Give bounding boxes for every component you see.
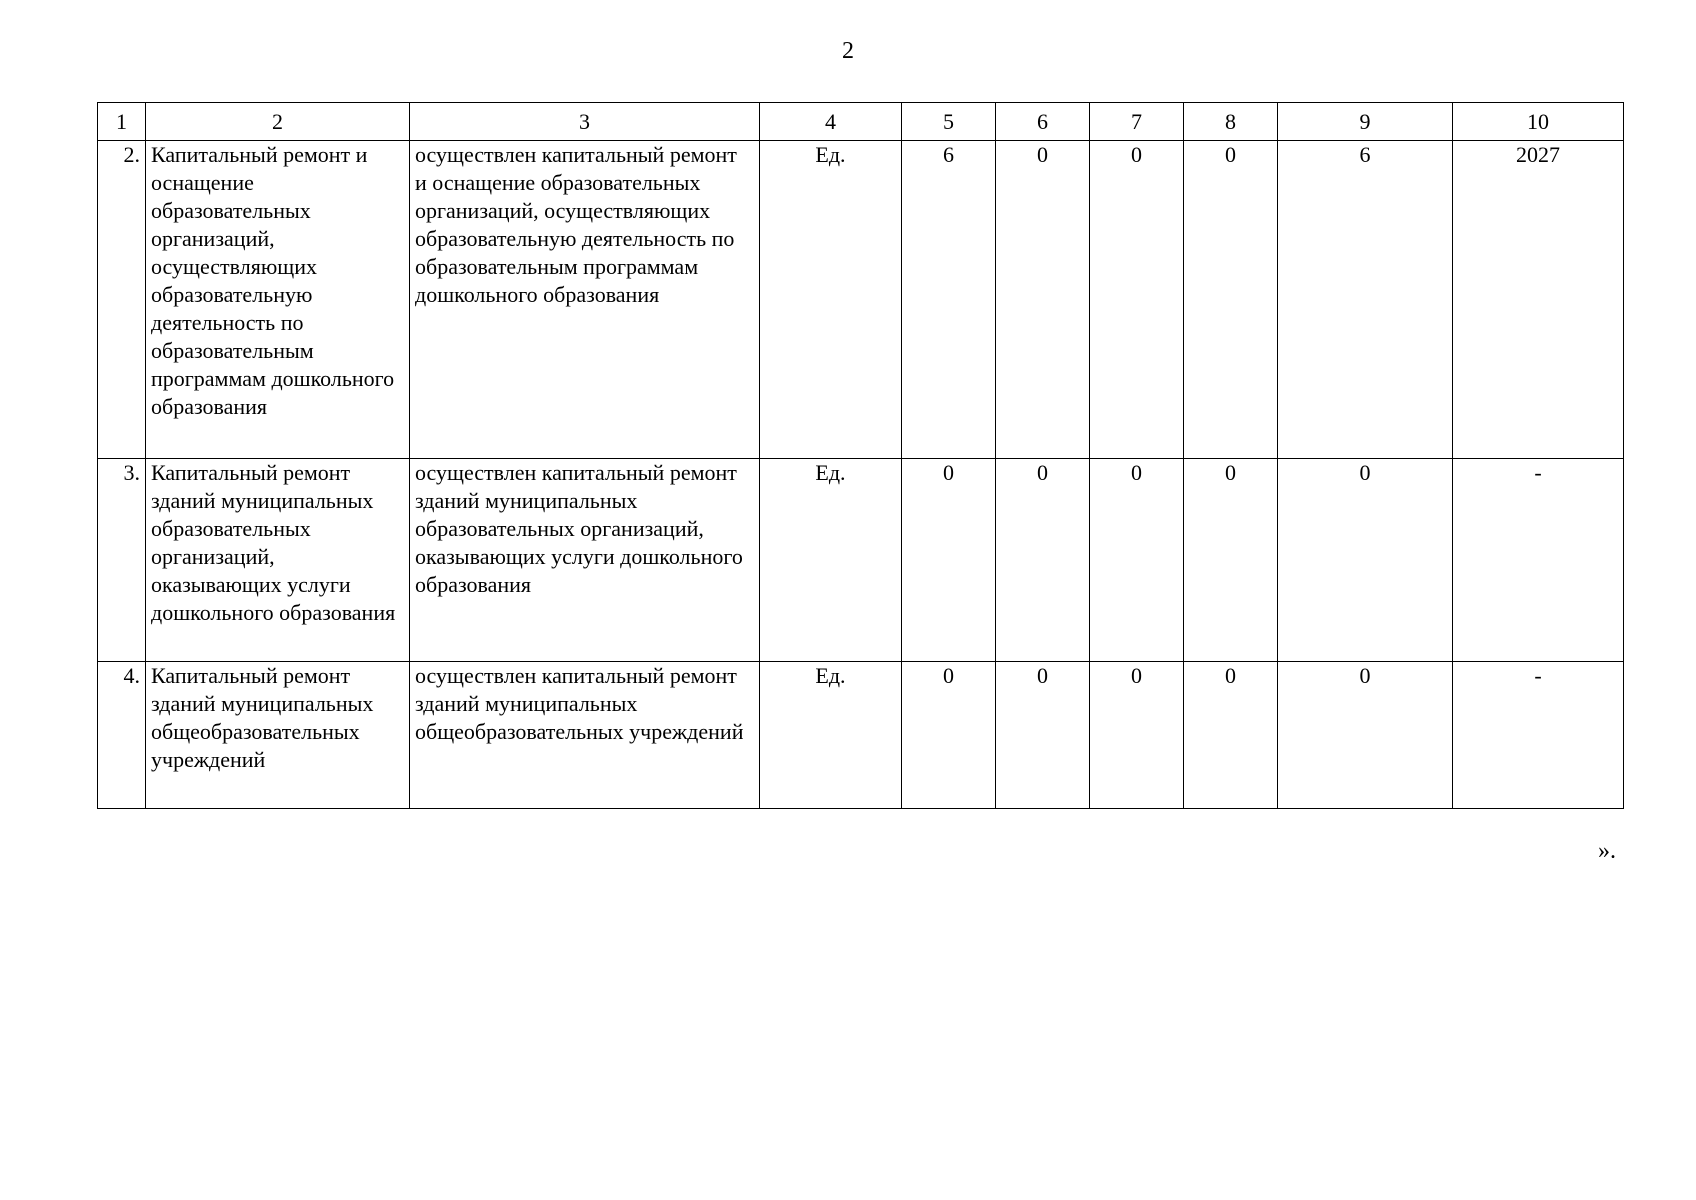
table-row — [98, 459, 1624, 662]
column-header: 8 — [1184, 103, 1278, 141]
column-header: 4 — [760, 103, 902, 141]
table-row — [98, 141, 1624, 459]
value-cell: 0 — [1090, 662, 1184, 809]
unit-cell: Ед. — [760, 662, 902, 809]
value-cell: 0 — [996, 141, 1090, 459]
event-result: осуществлен капитальный ремонт зданий муниципальных общеобразовательных учреждений — [410, 662, 760, 809]
value-cell: 0 — [1184, 459, 1278, 662]
value-cell: 0 — [1278, 662, 1453, 809]
column-header: 6 — [996, 103, 1090, 141]
event-result: осуществлен капитальный ремонт зданий муниципальных образовательных организаций, оказывающих услуги дошкольного образования — [410, 459, 760, 662]
value-cell: 0 — [1090, 459, 1184, 662]
value-cell: 0 — [996, 459, 1090, 662]
event-name: Капитальный ремонт зданий муниципальных общеобразовательных учреждений — [146, 662, 410, 809]
event-result: осуществлен капитальный ремонт и оснащение образовательных организаций, осуществляющих образовательную деятельность по образовательным программам дошкольного образования — [410, 141, 760, 459]
column-header: 5 — [902, 103, 996, 141]
value-cell: 0 — [902, 459, 996, 662]
unit-cell: Ед. — [760, 459, 902, 662]
column-header: 1 — [98, 103, 146, 141]
value-cell: 0 — [902, 662, 996, 809]
value-cell: 0 — [1090, 141, 1184, 459]
data-table — [97, 102, 1624, 809]
row-number: 2. — [98, 141, 146, 459]
value-cell: 6 — [1278, 141, 1453, 459]
table-row — [98, 662, 1624, 809]
year-cell: - — [1453, 459, 1624, 662]
year-cell: 2027 — [1453, 141, 1624, 459]
row-number: 3. — [98, 459, 146, 662]
event-name: Капитальный ремонт и оснащение образовательных организаций, осуществляющих образовательную деятельность по образовательным программам дошкольного образования — [146, 141, 410, 459]
event-name: Капитальный ремонт зданий муниципальных образовательных организаций, оказывающих услуги дошкольного образования — [146, 459, 410, 662]
closing-quote: ». — [1598, 838, 1616, 864]
value-cell: 0 — [1184, 662, 1278, 809]
value-cell: 0 — [1278, 459, 1453, 662]
value-cell: 6 — [902, 141, 996, 459]
column-header: 10 — [1453, 103, 1624, 141]
row-number: 4. — [98, 662, 146, 809]
table-header-row — [98, 103, 1624, 141]
unit-cell: Ед. — [760, 141, 902, 459]
column-header: 3 — [410, 103, 760, 141]
column-header: 7 — [1090, 103, 1184, 141]
value-cell: 0 — [1184, 141, 1278, 459]
column-header: 2 — [146, 103, 410, 141]
year-cell: - — [1453, 662, 1624, 809]
column-header: 9 — [1278, 103, 1453, 141]
page-number: 2 — [842, 38, 854, 64]
value-cell: 0 — [996, 662, 1090, 809]
